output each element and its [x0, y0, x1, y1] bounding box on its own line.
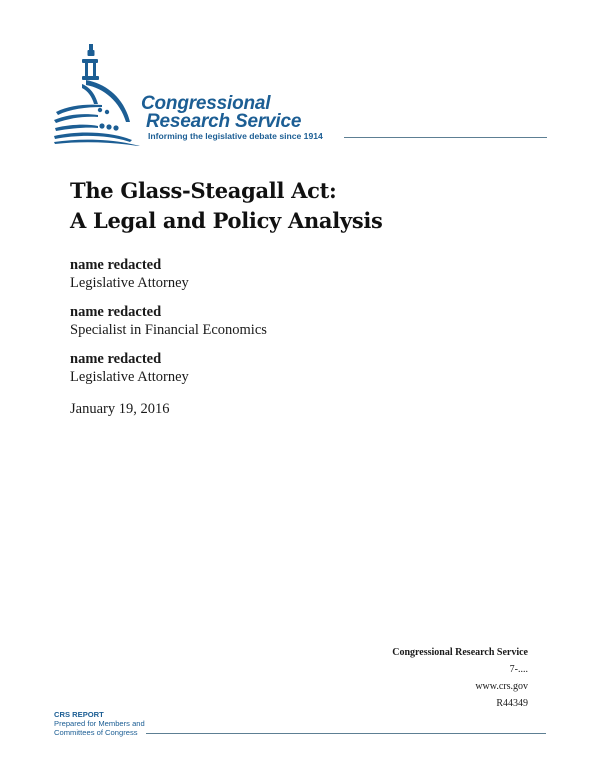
- author-name: name redacted: [70, 304, 162, 320]
- footer-divider: [146, 733, 546, 734]
- author-list: [70, 256, 267, 397]
- publisher-phone: 7-....: [509, 664, 528, 675]
- report-number: R44349: [496, 698, 528, 709]
- author-role: Specialist in Financial Economics: [70, 322, 267, 338]
- report-title: [70, 176, 383, 236]
- author-entry: [70, 350, 267, 386]
- capitol-dome-icon: [52, 42, 148, 146]
- author-role: Legislative Attorney: [70, 275, 189, 291]
- author-name: name redacted: [70, 257, 162, 273]
- report-title-line2: A Legal and Policy Analysis: [70, 208, 383, 233]
- author-name: name redacted: [70, 351, 162, 367]
- publisher-name: Congressional Research Service: [392, 647, 528, 658]
- publisher-website[interactable]: www.crs.gov: [475, 681, 528, 692]
- report-date: January 19, 2016: [70, 401, 170, 417]
- logo-tagline: Informing the legislative debate since 1914: [148, 131, 323, 141]
- crs-logo: [52, 42, 552, 146]
- report-title-line1: The Glass-Steagall Act:: [70, 178, 337, 203]
- author-role: Legislative Attorney: [70, 369, 189, 385]
- publisher-info: [392, 646, 528, 714]
- footer-line2: Committees of Congress: [54, 728, 138, 737]
- author-entry: [70, 303, 267, 339]
- logo-title-congressional: Congressional: [141, 93, 271, 114]
- logo-divider: [344, 137, 547, 138]
- author-entry: [70, 256, 267, 292]
- crs-report-footer: [54, 710, 145, 737]
- footer-line1: Prepared for Members and: [54, 719, 145, 728]
- footer-label: CRS REPORT: [54, 710, 104, 719]
- logo-title-research-service: Research Service: [146, 111, 302, 132]
